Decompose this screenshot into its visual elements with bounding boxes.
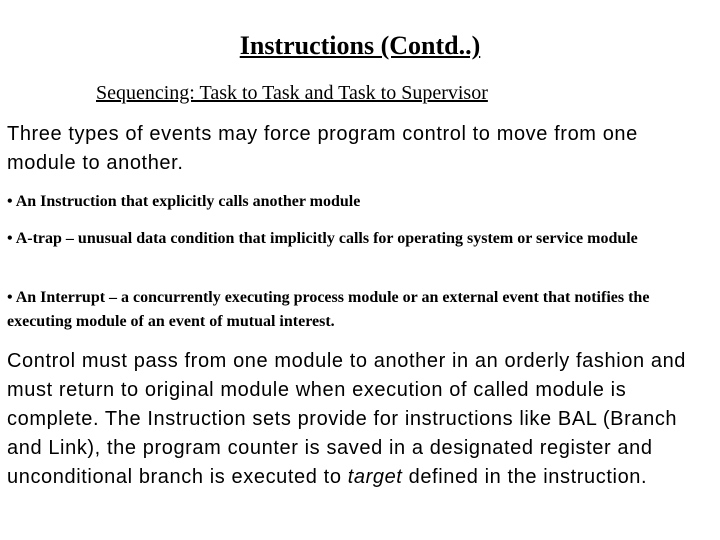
bullet-item-interrupt: • An Interrupt – a concurrently executing process module or an external event that notifies the executing module of an event of mutual interest. [7,289,650,330]
closing-text-after: defined in the instruction. [402,466,648,488]
bullet-item-instruction: • An Instruction that explicitly calls another module [7,193,361,210]
closing-text-before: Control must pass from one module to another in an orderly fashion and must return to original module when execution of called module is complete. The Instruction sets provide for instructions like BAL (Branch and Link), the program counter is saved in a designated register and unconditional branch is executed to [7,350,687,488]
bullet-item-trap: • A-trap – unusual data condition that implicitly calls for operating system or service module [7,230,638,247]
intro-paragraph: Three types of events may force program control to move from one module to another. [7,123,638,174]
subtitle: Sequencing: Task to Task and Task to Supervisor [96,82,488,104]
closing-paragraph [7,347,713,492]
closing-emphasis: target [347,466,403,488]
page-title: Instructions (Contd..) [239,31,481,60]
